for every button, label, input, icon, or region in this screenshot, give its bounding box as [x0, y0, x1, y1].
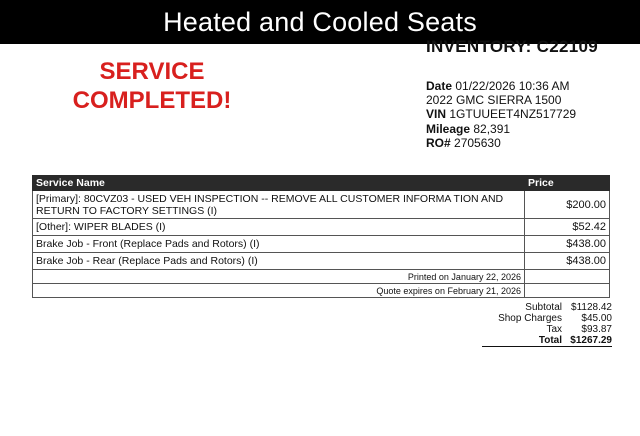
total-label: Total	[482, 335, 562, 347]
total-row	[482, 335, 612, 347]
table-row	[33, 236, 610, 253]
date-value: 01/22/2026 10:36 AM	[455, 79, 570, 93]
date-label: Date	[426, 79, 453, 93]
table-row	[33, 191, 610, 219]
service-name-cell: Brake Job - Front (Replace Pads and Rotors) (I)	[33, 236, 525, 253]
total-value: $1267.29	[562, 335, 612, 347]
price-header: Price	[525, 176, 610, 191]
table-row	[33, 253, 610, 270]
mileage-line	[426, 122, 576, 136]
printed-row	[33, 270, 610, 284]
price-cell: $438.00	[525, 236, 610, 253]
expires-empty-cell	[525, 284, 610, 298]
service-name-cell: [Other]: WIPER BLADES (I)	[33, 219, 525, 236]
price-cell: $200.00	[525, 191, 610, 219]
ro-line	[426, 136, 576, 150]
printed-date: Printed on January 22, 2026	[33, 270, 525, 284]
ro-value: 2705630	[454, 135, 501, 150]
totals-summary	[482, 302, 612, 347]
printed-empty-cell	[525, 270, 610, 284]
vin-value: 1GTUUEET4NZ517729	[449, 107, 577, 122]
shop-charges-row	[482, 313, 612, 324]
price-cell: $52.42	[525, 219, 610, 236]
tax-value: $93.87	[581, 324, 612, 335]
service-name-cell: [Primary]: 80CVZ03 - USED VEH INSPECTION -- REMOVE ALL CUSTOMER INFORMA TION AND RETURN TO FACTORY SETTINGS (I)	[33, 191, 525, 219]
price-cell: $438.00	[525, 253, 610, 270]
stamp-line-2: COMPLETED!	[72, 87, 232, 114]
vin-line	[426, 107, 576, 121]
subtotal-value: $1128.42	[571, 302, 612, 313]
service-name-header: Service Name	[33, 176, 525, 191]
subtotal-label: Subtotal	[525, 302, 562, 313]
ro-label: RO#	[426, 135, 451, 150]
vehicle-info	[426, 79, 576, 150]
inventory-number: INVENTORY: C22109	[426, 37, 599, 56]
expires-row	[33, 284, 610, 298]
shop-charges-value: $45.00	[581, 313, 612, 324]
vehicle-model: 2022 GMC SIERRA 1500	[426, 93, 562, 108]
vin-label: VIN	[426, 107, 447, 122]
service-name-cell: Brake Job - Rear (Replace Pads and Rotors) (I)	[33, 253, 525, 270]
mileage-value: 82,391	[473, 121, 511, 136]
stamp-line-1: SERVICE	[99, 58, 205, 85]
table-row	[33, 219, 610, 236]
banner-title: Heated and Cooled Seats	[0, 0, 640, 44]
date-line	[426, 79, 576, 93]
mileage-label: Mileage	[426, 121, 471, 136]
tax-row	[482, 324, 612, 335]
subtotal-row	[482, 302, 612, 313]
service-completed-stamp	[64, 57, 240, 115]
quote-expiry: Quote expires on February 21, 2026	[33, 284, 525, 298]
shop-charges-label: Shop Charges	[498, 313, 562, 324]
tax-label: Tax	[546, 324, 562, 335]
service-table	[32, 175, 610, 298]
